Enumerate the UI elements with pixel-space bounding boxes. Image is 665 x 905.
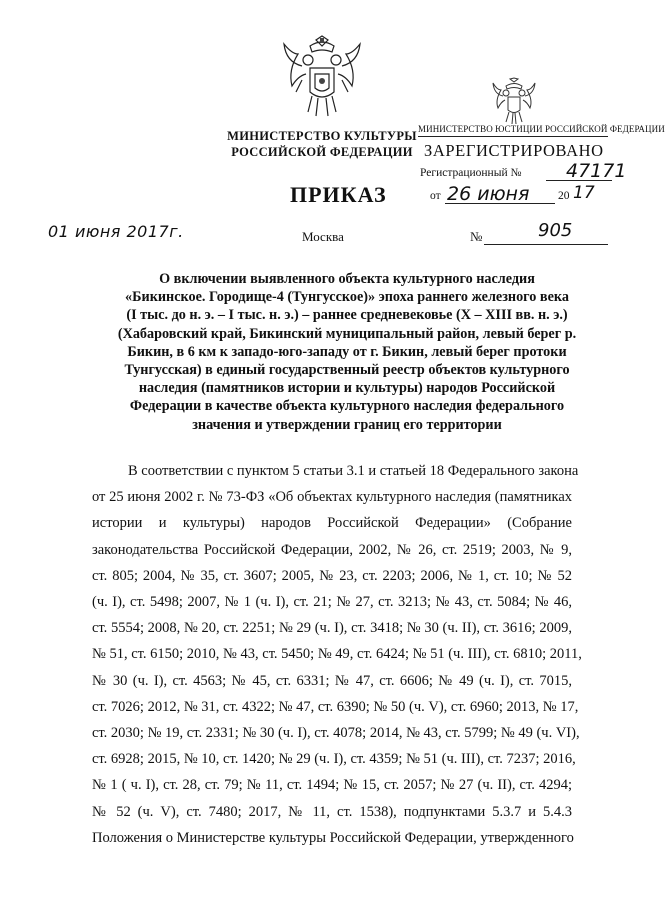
body-line: ст. 805; 2004, № 35, ст. 3607; 2005, № 23, ст. 2203; 2006, № 1, ст. 10; № 52 xyxy=(92,567,572,584)
body-line: № 1 ( ч. I), ст. 28, ст. 79; № 11, ст. 1494; № 15, ст. 2057; № 27 (ч. II), ст. 4294; xyxy=(92,777,572,794)
stamp-year-prefix: 20 xyxy=(558,190,570,202)
title-line: (I тыс. до н. э. – I тыс. н. э.) – раннее средневековье (X – XIII вв. н. э.) xyxy=(126,307,568,324)
ministry-line-1: МИНИСТЕРСТВО КУЛЬТУРЫ xyxy=(227,129,417,143)
stamp-divider xyxy=(418,136,608,137)
body-line: Положения о Министерстве культуры Российской Федерации, утвержденного xyxy=(92,829,574,846)
body-line: ст. 7026; 2012, № 31, ст. 4322; № 47, ст. 6390; № 50 (ч. V), ст. 6960; 2013, № 17, xyxy=(92,698,579,715)
body-line: № 52 (ч. V), ст. 7480; 2017, № 11, ст. 1538), подпунктами 5.3.7 и 5.4.3 xyxy=(92,803,572,820)
title-line: Тунгусская) в единый государственный реестр объектов культурного xyxy=(124,362,570,379)
body-line: (ч. I), ст. 5498; 2007, № 1 (ч. I), ст. 21; № 27, ст. 3213; № 43, ст. 5084; № 46, xyxy=(92,594,572,611)
title-line: О включении выявленного объекта культурного наследия xyxy=(159,271,535,287)
order-date: 01 июня 2017г. xyxy=(48,222,184,241)
body-line: от 25 июня 2002 г. № 73-ФЗ «Об объектах культурного наследия (памятниках xyxy=(92,489,572,506)
order-title xyxy=(82,270,612,434)
order-number-underline xyxy=(484,244,608,245)
ministry-heading xyxy=(222,128,422,160)
title-line: Федерации в качестве объекта культурного наследия федерального xyxy=(129,398,565,415)
stamp-date-prefix: от xyxy=(430,190,441,202)
stamp-reg-number: 47171 xyxy=(566,160,627,182)
body-line: № 30 (ч. I), ст. 4563; № 45, ст. 6331; № 47, ст. 6606; № 49 (ч. I), ст. 7015, xyxy=(92,672,572,689)
order-city: Москва xyxy=(302,229,344,244)
body-line: ст. 6928; 2015, № 10, ст. 1420; № 29 (ч. I), ст. 4359; № 51 (ч. III), ст. 7237; 2016, xyxy=(92,751,576,768)
stamp-title: ЗАРЕГИСТРИРОВАНО xyxy=(424,141,604,160)
title-line: Бикин, в 6 км к западо-юго-западу от г. Бикин, левый берег протоки xyxy=(127,343,567,360)
body-line: В соответствии с пунктом 5 статьи 3.1 и статьей 18 Федерального закона xyxy=(128,463,579,479)
order-number-label: № xyxy=(470,229,483,244)
body-line: законодательства Российской Федерации, 2002, № 26, ст. 2519; 2003, № 9, xyxy=(92,541,572,558)
stamp-emblem-icon xyxy=(492,78,536,126)
title-line: (Хабаровский край, Бикинский муниципальный район, левый берег р. xyxy=(117,325,577,342)
body-line: № 51, ст. 6150; 2010, № 43, ст. 5450; № 49, ст. 6424; № 51 (ч. III), ст. 6810; 2011, xyxy=(92,646,582,663)
title-line: значения и утверждении границ его территории xyxy=(192,416,502,433)
order-body xyxy=(92,458,582,851)
stamp-organization: МИНИСТЕРСТВО ЮСТИЦИИ РОССИЙСКОЙ ФЕДЕРАЦИИ xyxy=(418,124,665,134)
title-line: наследия (памятников истории и культуры) народов Российской xyxy=(138,380,556,397)
stamp-reg-label: Регистрационный № xyxy=(420,167,522,179)
coat-of-arms-icon xyxy=(282,36,362,122)
body-line: истории и культуры) народов Российской Федерации» (Собрание xyxy=(92,515,572,532)
title-line: «Бикинское. Городище-4 (Тунгусское)» эпоха раннего железного века xyxy=(125,289,569,306)
stamp-year-suffix: 17 xyxy=(573,183,595,203)
body-line: ст. 5554; 2008, № 20, ст. 2251; № 29 (ч. I), ст. 3418; № 30 (ч. II), ст. 3616; 2009, xyxy=(92,620,572,637)
stamp-date-value: 26 июня xyxy=(447,183,530,205)
ministry-line-2: РОССИЙСКОЙ ФЕДЕРАЦИИ xyxy=(231,145,413,159)
order-number: 905 xyxy=(538,220,573,241)
body-line: ст. 2030; № 19, ст. 2331; № 30 (ч. I), ст. 4078; 2014, № 43, ст. 5799; № 49 (ч. VI), xyxy=(92,725,580,742)
document-type: ПРИКАЗ xyxy=(290,182,387,207)
